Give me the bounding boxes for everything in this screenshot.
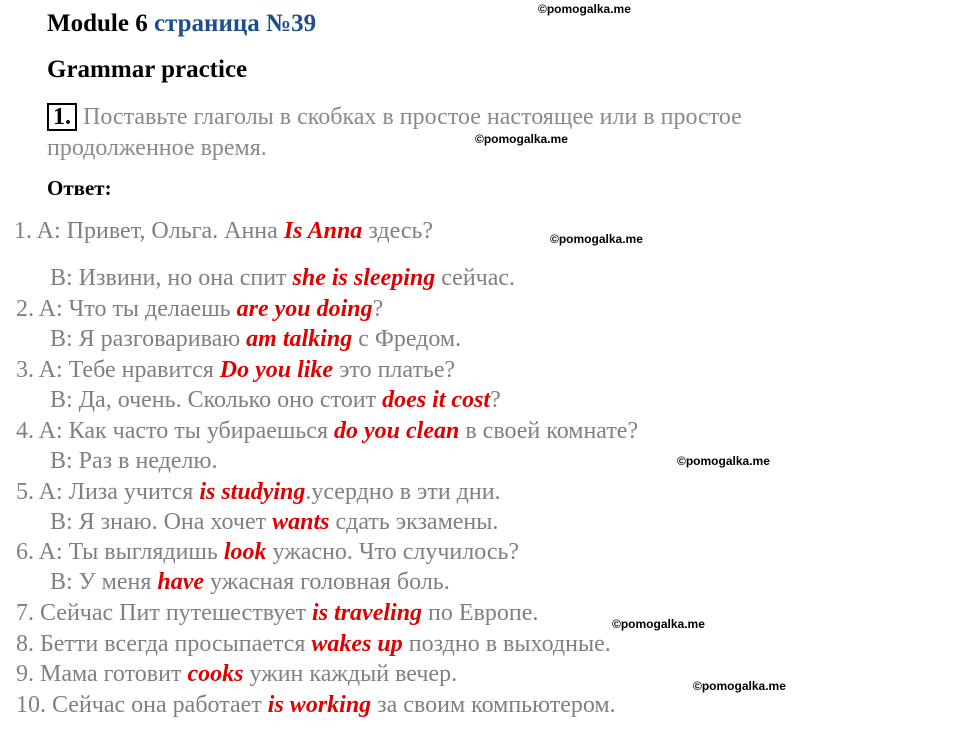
page-number: страница №39 — [153, 10, 317, 37]
page-title — [47, 10, 316, 38]
answer-verb: is working — [267, 692, 372, 718]
watermark: ©pomogalka.me — [693, 679, 786, 693]
answer-line: B: Я знаю. Она хочет wants сдать экзамены. — [50, 509, 499, 535]
watermark: ©pomogalka.me — [538, 2, 631, 16]
answer-line: B: Раз в неделю. — [50, 448, 218, 474]
answer-line: 2. A: Что ты делаешь are you doing? — [16, 296, 384, 322]
answer-verb: are you doing — [236, 296, 373, 322]
answer-verb: is studying — [199, 479, 306, 505]
answer-label: Ответ: — [47, 176, 112, 200]
answer-verb: have — [157, 569, 205, 595]
answer-line: 9. Мама готовит cooks ужин каждый вечер. — [16, 661, 458, 687]
answer-line: 4. A: Как часто ты убираешься do you clean в своей комнате? — [16, 418, 639, 444]
answer-line: 7. Сейчас Пит путешествует is traveling по Европе. — [16, 600, 539, 626]
watermark: ©pomogalka.me — [677, 454, 770, 468]
answer-line: 3. A: Тебе нравится Do you like это платье? — [16, 357, 456, 383]
answer-verb: am talking — [246, 326, 353, 352]
answer-verb: wants — [272, 509, 330, 535]
answer-line: 1. A: Привет, Ольга. Анна Is Anna здесь? — [14, 218, 434, 244]
module-label: Module 6 — [47, 10, 148, 37]
watermark: ©pomogalka.me — [475, 132, 568, 146]
answer-verb: is traveling — [312, 600, 423, 626]
answer-line: B: Я разговариваю am talking с Фредом. — [50, 326, 462, 352]
answer-line: 5. A: Лиза учится is studying.усердно в эти дни. — [16, 479, 501, 505]
answer-verb: cooks — [187, 661, 244, 687]
answer-verb: does it cost — [382, 387, 491, 413]
task-number: 1. — [47, 103, 77, 131]
answer-verb: Do you like — [219, 357, 334, 383]
task-text: Поставьте глаголы в скобках в простое настоящее или в простое продолженное время. — [47, 104, 742, 161]
answer-verb: wakes up — [311, 631, 403, 657]
answer-line: B: Да, очень. Сколько оно стоит does it cost? — [50, 387, 501, 413]
answer-line: B: У меня have ужасная головная боль. — [50, 569, 450, 595]
answer-line: B: Извини, но она спит she is sleeping сейчас. — [50, 265, 516, 291]
answer-line: 10. Сейчас она работает is working за своим компьютером. — [16, 692, 616, 718]
answer-verb: do you clean — [334, 418, 460, 444]
watermark: ©pomogalka.me — [550, 232, 643, 246]
answer-verb: look — [223, 539, 267, 565]
answer-line: 8. Бетти всегда просыпается wakes up поздно в выходные. — [16, 631, 611, 657]
task-instruction — [47, 102, 867, 164]
answer-verb: she is sleeping — [292, 265, 436, 291]
answer-verb: Is Anna — [283, 218, 363, 244]
answer-line: 6. A: Ты выглядишь look ужасно. Что случилось? — [16, 539, 520, 565]
section-title: Grammar practice — [47, 56, 248, 83]
watermark: ©pomogalka.me — [612, 617, 705, 631]
